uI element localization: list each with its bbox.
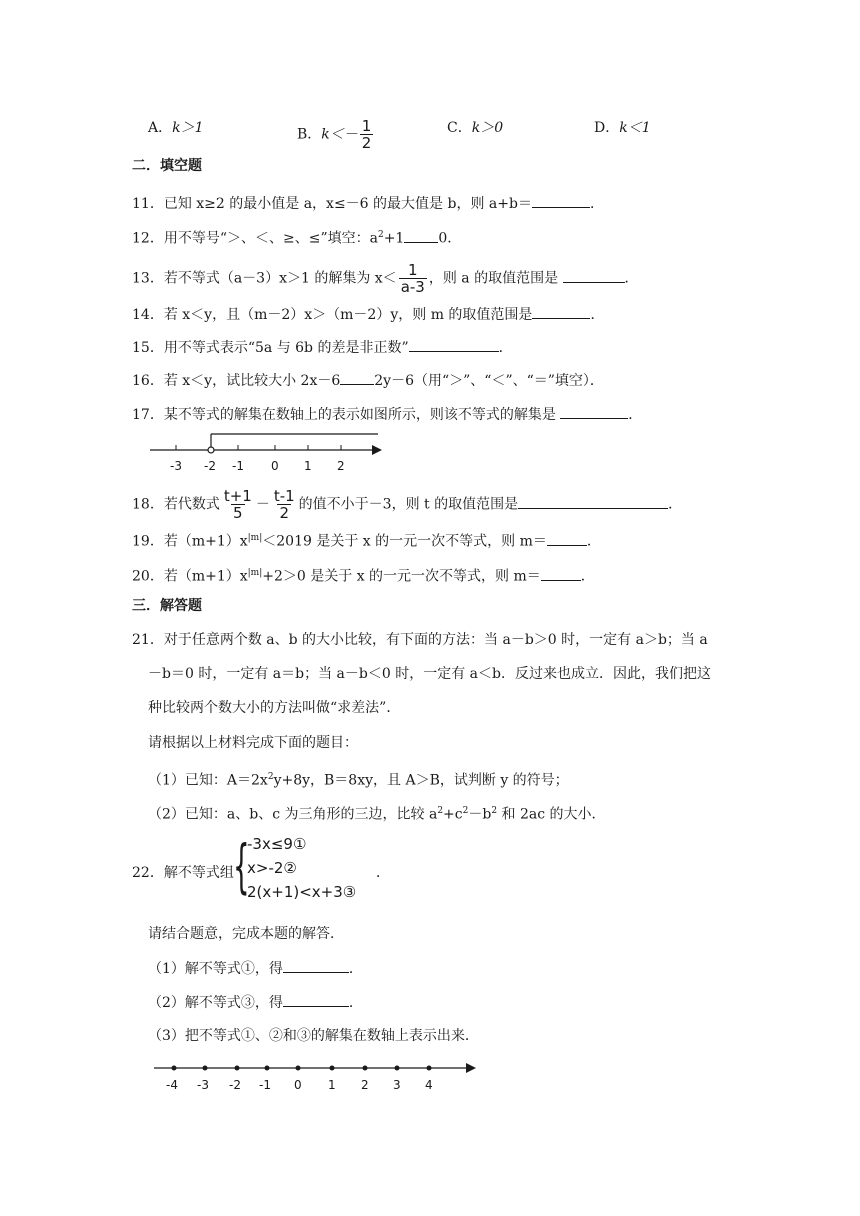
question-14: 14．若 x＜y，且（m－2）x＞（m－2）y，则 m 的取值范围是 ．	[132, 304, 604, 325]
system-row-2: x>-2②	[247, 859, 297, 877]
tick-label: 1	[304, 459, 312, 473]
option-b: B．k＜－ $\frac{1}{2}$	[297, 117, 372, 152]
question-21-sub-1: （1）已知：$A=2x^2y+8y$，B＝8xy，且 A＞B，试判断 y 的符号；	[148, 772, 569, 789]
tick-label: 1	[328, 1078, 336, 1092]
answer-blank[interactable]	[518, 494, 668, 509]
q22-period: ．	[376, 865, 390, 881]
answer-blank[interactable]	[283, 992, 349, 1007]
left-brace: {	[233, 832, 250, 900]
question-12: 12．用不等号“＞、＜、≥、≤”填空：$a^2+1$ 0．	[132, 225, 461, 249]
answer-blank[interactable]	[560, 404, 628, 419]
tick-dot	[395, 1066, 400, 1071]
tick-label: -1	[259, 1078, 271, 1092]
answer-blank[interactable]	[532, 304, 590, 319]
question-21-sub-2: （2）已知：a、b、c 为三角形的三边，比较 $a^2+c^2-b^2$ 和 2ac 的大小．	[148, 806, 606, 823]
answer-blank[interactable]	[541, 566, 581, 581]
tick-dot	[427, 1066, 432, 1071]
system-row-1: -3x≤9①	[247, 835, 307, 853]
question-21-line-3: 种比较两个数大小的方法叫做“求差法”．	[148, 700, 401, 716]
q13-fraction: $\frac{1}{a-3}$	[400, 261, 425, 296]
question-21-line-1: 21．对于任意两个数 a、b 的大小比较，有下面的方法：当 a－b＞0 时，一定有 a＞b；当 a	[132, 632, 708, 648]
system-row-3: 2(x+1)<x+3③	[247, 883, 357, 901]
q18-fraction-1: $\frac{t+1}{5}$	[223, 487, 252, 522]
tick-label: -2	[229, 1078, 241, 1092]
question-18: 18．若代数式 $\frac{t+1}{5}$ － $\frac{t-1}{2}$ 的值不小于－3，则 t 的取值范围是 ．	[132, 487, 683, 522]
axis-arrow	[466, 1063, 476, 1073]
answer-blank[interactable]	[283, 958, 349, 973]
tick-label: -3	[170, 459, 182, 473]
question-17: 17．某不等式的解集在数轴上的表示如图所示，则该不等式的解集是 ．	[132, 404, 642, 425]
question-21-line-4: 请根据以上材料完成下面的题目：	[148, 735, 358, 751]
answer-blank[interactable]	[532, 193, 590, 208]
tick-label: 0	[294, 1078, 302, 1092]
tick-dot	[363, 1066, 368, 1071]
inequality-system	[233, 832, 363, 908]
open-endpoint	[208, 447, 214, 453]
q18-fraction-2: $\frac{t-1}{2}$	[273, 487, 295, 522]
answer-blank[interactable]	[563, 268, 625, 283]
option-a: A．k＞1	[148, 120, 204, 136]
tick-label: 2	[361, 1078, 369, 1092]
tick-label: -2	[204, 459, 216, 473]
number-line-q17	[146, 430, 386, 478]
tick-dot	[265, 1066, 270, 1071]
tick-dot	[203, 1066, 208, 1071]
question-22-sub-2: （2）解不等式③，得 ．	[148, 992, 363, 1013]
question-22-sub-1: （1）解不等式①，得 ．	[148, 958, 363, 979]
axis-arrow	[372, 445, 382, 455]
tick-label: -1	[232, 459, 244, 473]
tick-dot	[296, 1066, 301, 1071]
option-d: D．k＜1	[594, 120, 651, 136]
question-22-instruction: 请结合题意，完成本题的解答．	[148, 926, 344, 942]
tick-label: -3	[197, 1078, 209, 1092]
section-fill-in-title: 二．填空题	[132, 158, 202, 174]
question-22-sub-3: （3）把不等式①、②和③的解集在数轴上表示出来．	[148, 1028, 479, 1044]
tick-label: 0	[271, 459, 279, 473]
question-20: 20．若$(m+1)x^{|m|}+2>0$ 是关于 x 的一元一次不等式，则 m＝ ．	[132, 563, 595, 587]
tick-label: 4	[425, 1078, 433, 1092]
option-b-fraction: $\frac{1}{2}$	[361, 117, 372, 152]
question-19: 19．若$(m+1)x^{|m|}<2019$ 是关于 x 的一元一次不等式，则 m＝ ．	[132, 528, 601, 552]
tick-dot	[235, 1066, 240, 1071]
tick-dot	[330, 1066, 335, 1071]
question-16: 16．若 x＜y，试比较大小 2x－6 2y－6（用“＞”、“＜”、“＝”填空）．	[132, 370, 604, 391]
question-11: 11．已知 x≥2 的最小值是 a，x≤－6 的最大值是 b，则 a+b＝ ．	[132, 193, 604, 214]
answer-blank[interactable]	[547, 531, 587, 546]
section-answer-title: 三．解答题	[132, 598, 202, 614]
answer-blank[interactable]	[404, 228, 438, 243]
answer-blank[interactable]	[409, 337, 499, 352]
tick-label: 2	[337, 459, 345, 473]
answer-blank[interactable]	[340, 370, 374, 385]
tick-label: 3	[393, 1078, 401, 1092]
number-line-q22	[150, 1056, 482, 1096]
question-22: 22．解不等式组	[132, 865, 234, 881]
question-21-line-2: －b＝0 时，一定有 a＝b；当 a－b＜0 时，一定有 a＜b．反过来也成立．因此，我们把这	[148, 666, 711, 682]
tick-label: -4	[166, 1078, 178, 1092]
question-15: 15．用不等式表示“5a 与 6b 的差是非正数” ．	[132, 337, 513, 358]
tick-dot	[172, 1066, 177, 1071]
option-c: C．k＞0	[447, 120, 504, 136]
question-13: 13．若不等式（a－3）x＞1 的解集为 x＜ $\frac{1}{a-3}$ ，则 a 的取值范围是 ．	[132, 261, 639, 296]
